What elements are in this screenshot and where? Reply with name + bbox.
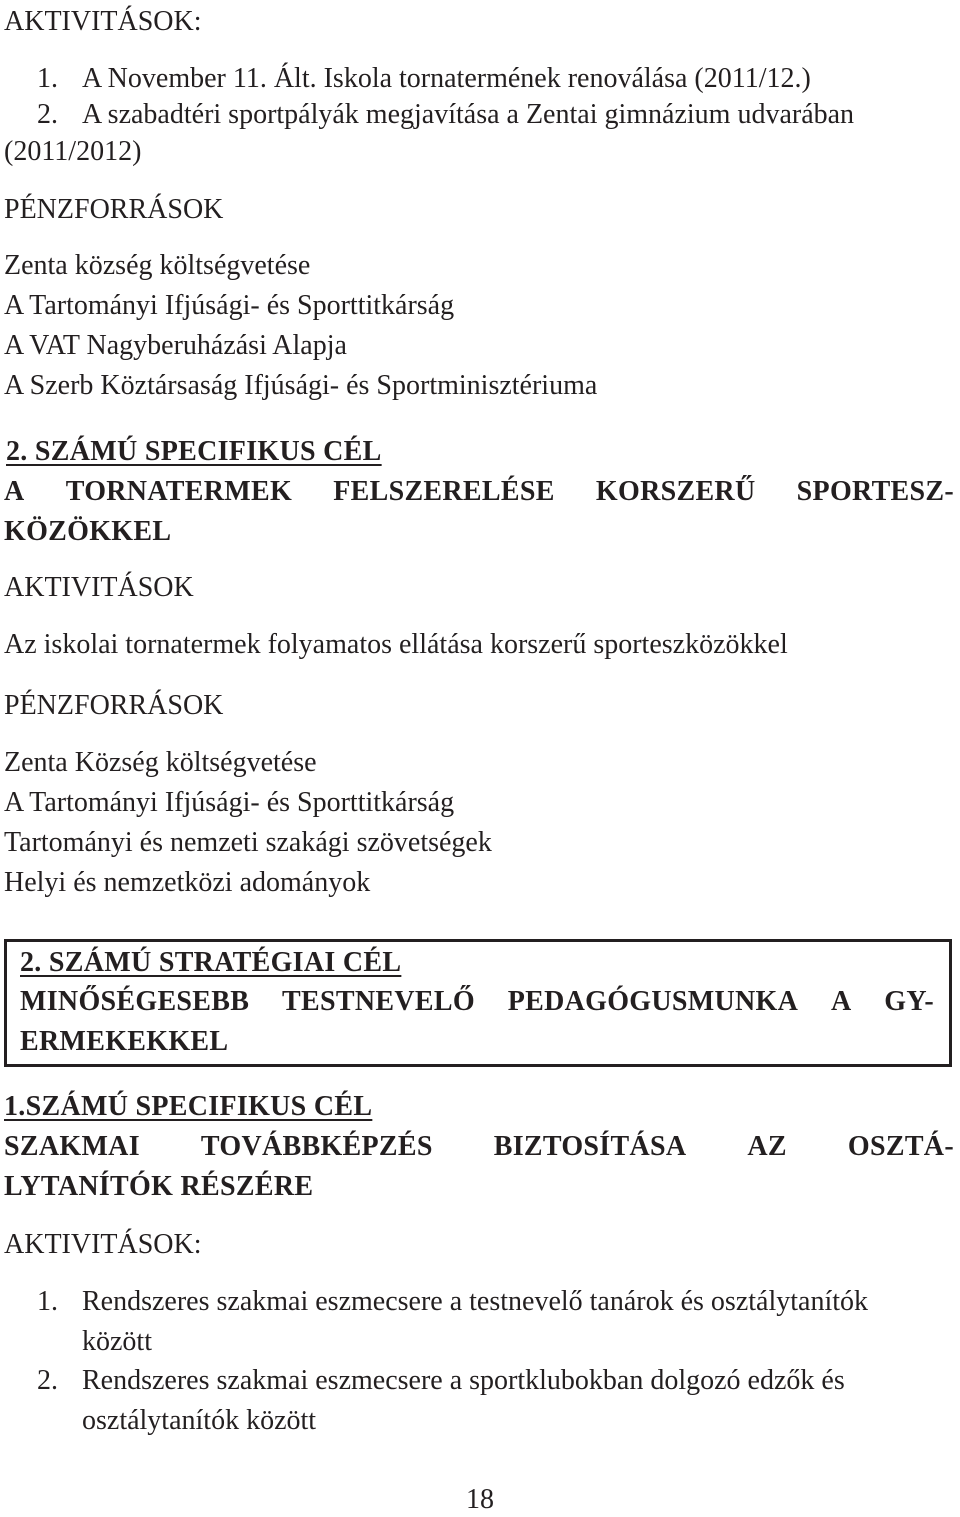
funding-item: Zenta község költségvetése xyxy=(4,250,311,281)
title-word: SPORTESZ- xyxy=(796,476,954,507)
title-word: TORNATERMEK xyxy=(65,476,293,507)
strategic-goal-title-line1 xyxy=(20,985,934,1019)
strategic-goal-title-line2: ERMEKEKKEL xyxy=(20,1026,229,1057)
title-word: A xyxy=(830,986,852,1017)
list-item-text: A szabadtéri sportpályák megjavítása a Zentai gimnázium udvarában xyxy=(82,99,855,130)
title-word: GY- xyxy=(884,986,934,1017)
title-word: A xyxy=(4,476,25,507)
specific-goal-title-line2: KÖZÖKKEL xyxy=(4,516,172,547)
title-word: TESTNEVELŐ xyxy=(282,986,475,1017)
page-number: 18 xyxy=(466,1484,494,1515)
title-word: PEDAGÓGUSMUNKA xyxy=(507,986,799,1017)
activities-heading: AKTIVITÁSOK: xyxy=(4,1229,202,1260)
list-item-continuation: között xyxy=(82,1326,152,1357)
title-word: FELSZERELÉSE xyxy=(333,476,555,507)
specific-goal-label: 2. SZÁMÚ SPECIFIKUS CÉL xyxy=(6,436,382,467)
list-item-continuation: osztálytanítók között xyxy=(82,1405,317,1436)
specific-goal-label: 1.SZÁMÚ SPECIFIKUS CÉL xyxy=(4,1091,373,1122)
funding-item: A Tartományi Ifjúsági- és Sporttitkárság xyxy=(4,787,455,818)
specific-goal-title-line1 xyxy=(4,1130,954,1164)
funding-item: A Tartományi Ifjúsági- és Sporttitkárság xyxy=(4,290,455,321)
funding-item: A Szerb Köztársaság Ifjúsági- és Sportminisztériuma xyxy=(4,370,598,401)
funding-item: Tartományi és nemzeti szakági szövetségek xyxy=(4,827,492,858)
list-item-text: Rendszeres szakmai eszmecsere a testnevelő tanárok és osztálytanítók xyxy=(82,1286,869,1317)
title-word: BIZTOSÍTÁSA xyxy=(493,1131,687,1162)
funding-item: Zenta Község költségvetése xyxy=(4,747,317,778)
title-word: OSZTÁ- xyxy=(847,1131,954,1162)
list-item-number: 1. xyxy=(37,63,58,94)
funding-item: Helyi és nemzetközi adományok xyxy=(4,867,371,898)
funding-heading: PÉNZFORRÁSOK xyxy=(4,194,224,225)
strategic-goal-label: 2. SZÁMÚ STRATÉGIAI CÉL xyxy=(20,947,402,978)
title-word: TOVÁBBKÉPZÉS xyxy=(200,1131,433,1162)
list-item-number: 1. xyxy=(37,1286,58,1317)
list-item-text: Rendszeres szakmai eszmecsere a sportklubokban dolgozó edzők és xyxy=(82,1365,845,1396)
title-word: AZ xyxy=(747,1131,787,1162)
title-word: SZAKMAI xyxy=(4,1131,140,1162)
specific-goal-title-line2: LYTANÍTÓK RÉSZÉRE xyxy=(4,1171,314,1202)
list-item-continuation: (2011/2012) xyxy=(4,136,142,167)
list-item-text: A November 11. Ált. Iskola tornatermének renoválása (2011/12.) xyxy=(82,63,811,94)
title-word: MINŐSÉGESEBB xyxy=(20,986,250,1017)
list-item-number: 2. xyxy=(37,99,58,130)
specific-goal-title-line1 xyxy=(4,475,954,509)
activities-heading: AKTIVITÁSOK: xyxy=(4,6,202,37)
funding-item: A VAT Nagyberuházási Alapja xyxy=(4,330,347,361)
list-item-number: 2. xyxy=(37,1365,58,1396)
activity-text: Az iskolai tornatermek folyamatos ellátása korszerű sporteszközökkel xyxy=(4,629,788,660)
activities-heading: AKTIVITÁSOK xyxy=(4,572,194,603)
title-word: KORSZERŰ xyxy=(595,476,756,507)
funding-heading: PÉNZFORRÁSOK xyxy=(4,690,224,721)
